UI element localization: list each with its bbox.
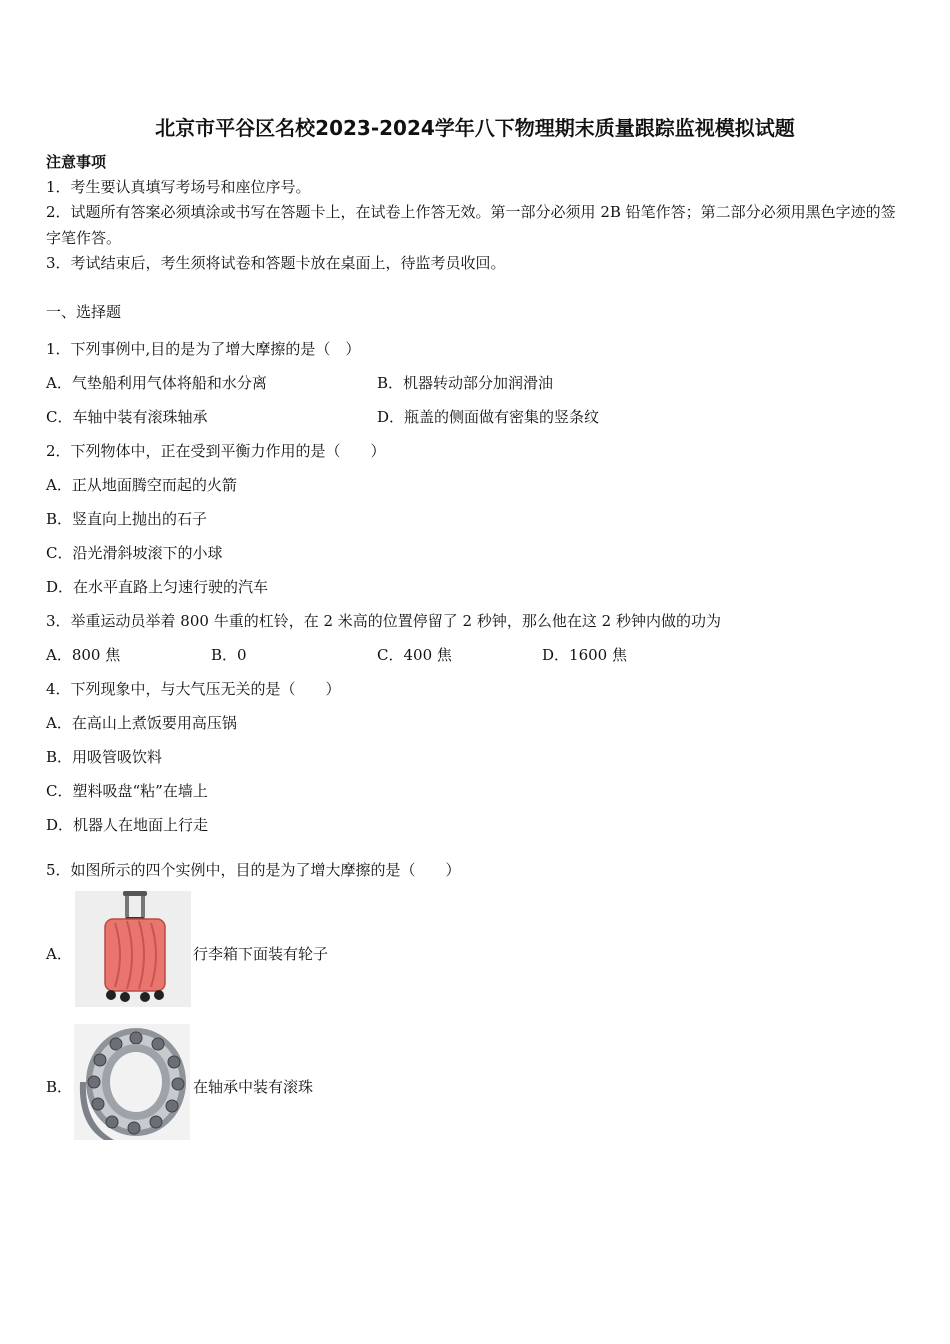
question-3-option-b[interactable]: B．0 <box>211 646 247 664</box>
question-2-stem: 2．下列物体中，正在受到平衡力作用的是（ ） <box>46 442 386 460</box>
notice-item-2: 2．试题所有答案必须填涂或书写在答题卡上，在试卷上作答无效。第一部分必须用 2B 铅笔作答；第二部分必须用黑色字迹的签字笔作答。 <box>46 203 896 247</box>
question-1-option-a[interactable]: A．气垫船利用气体将船和水分离 <box>46 374 267 392</box>
question-5-option-a-text[interactable]: 行李箱下面装有轮子 <box>193 945 329 963</box>
question-2-option-d[interactable]: D．在水平直路上匀速行驶的汽车 <box>46 578 269 596</box>
question-2-option-b[interactable]: B．竖直向上抛出的石子 <box>46 510 208 528</box>
question-5-option-b-letter[interactable]: B． <box>46 1078 73 1096</box>
question-1-stem: 1．下列事例中,目的是为了增大摩擦的是（ ） <box>46 340 361 358</box>
question-5-option-a-letter[interactable]: A． <box>46 945 72 963</box>
exam-title: 北京市平谷区名校2023-2024学年八下物理期末质量跟踪监视模拟试题 <box>155 116 795 140</box>
question-1-option-d[interactable]: D．瓶盖的侧面做有密集的竖条纹 <box>377 408 600 426</box>
question-3-option-d[interactable]: D．1600 焦 <box>542 646 627 664</box>
ball-bearing-image <box>74 1024 190 1140</box>
suitcase-image <box>75 891 191 1007</box>
question-3-stem: 3．举重运动员举着 800 牛重的杠铃，在 2 米高的位置停留了 2 秒钟，那么他在这 2 秒钟内做的功为 <box>46 612 721 630</box>
question-1-option-b[interactable]: B．机器转动部分加润滑油 <box>377 374 554 392</box>
notice-heading: 注意事项 <box>46 153 107 171</box>
question-4-option-a[interactable]: A．在高山上煮饭要用高压锅 <box>46 714 237 732</box>
question-4-stem: 4．下列现象中，与大气压无关的是（ ） <box>46 680 341 698</box>
question-1-option-c[interactable]: C．车轴中装有滚珠轴承 <box>46 408 208 426</box>
section-heading: 一、选择题 <box>46 303 122 321</box>
notice-item-3: 3．考试结束后，考生须将试卷和答题卡放在桌面上，待监考员收回。 <box>46 254 506 272</box>
question-3-option-c[interactable]: C．400 焦 <box>377 646 452 664</box>
question-2-option-a[interactable]: A．正从地面腾空而起的火箭 <box>46 476 237 494</box>
question-5-stem: 5．如图所示的四个实例中，目的是为了增大摩擦的是（ ） <box>46 861 461 879</box>
question-2-option-c[interactable]: C．沿光滑斜坡滚下的小球 <box>46 544 223 562</box>
question-5-option-b-text[interactable]: 在轴承中装有滚珠 <box>193 1078 314 1096</box>
notice-item-1: 1．考生要认真填写考场号和座位序号。 <box>46 178 311 196</box>
question-3-option-a[interactable]: A．800 焦 <box>46 646 121 664</box>
question-4-option-d[interactable]: D．机器人在地面上行走 <box>46 816 209 834</box>
question-4-option-b[interactable]: B．用吸管吸饮料 <box>46 748 163 766</box>
question-4-option-c[interactable]: C．塑料吸盘“粘”在墙上 <box>46 782 208 800</box>
